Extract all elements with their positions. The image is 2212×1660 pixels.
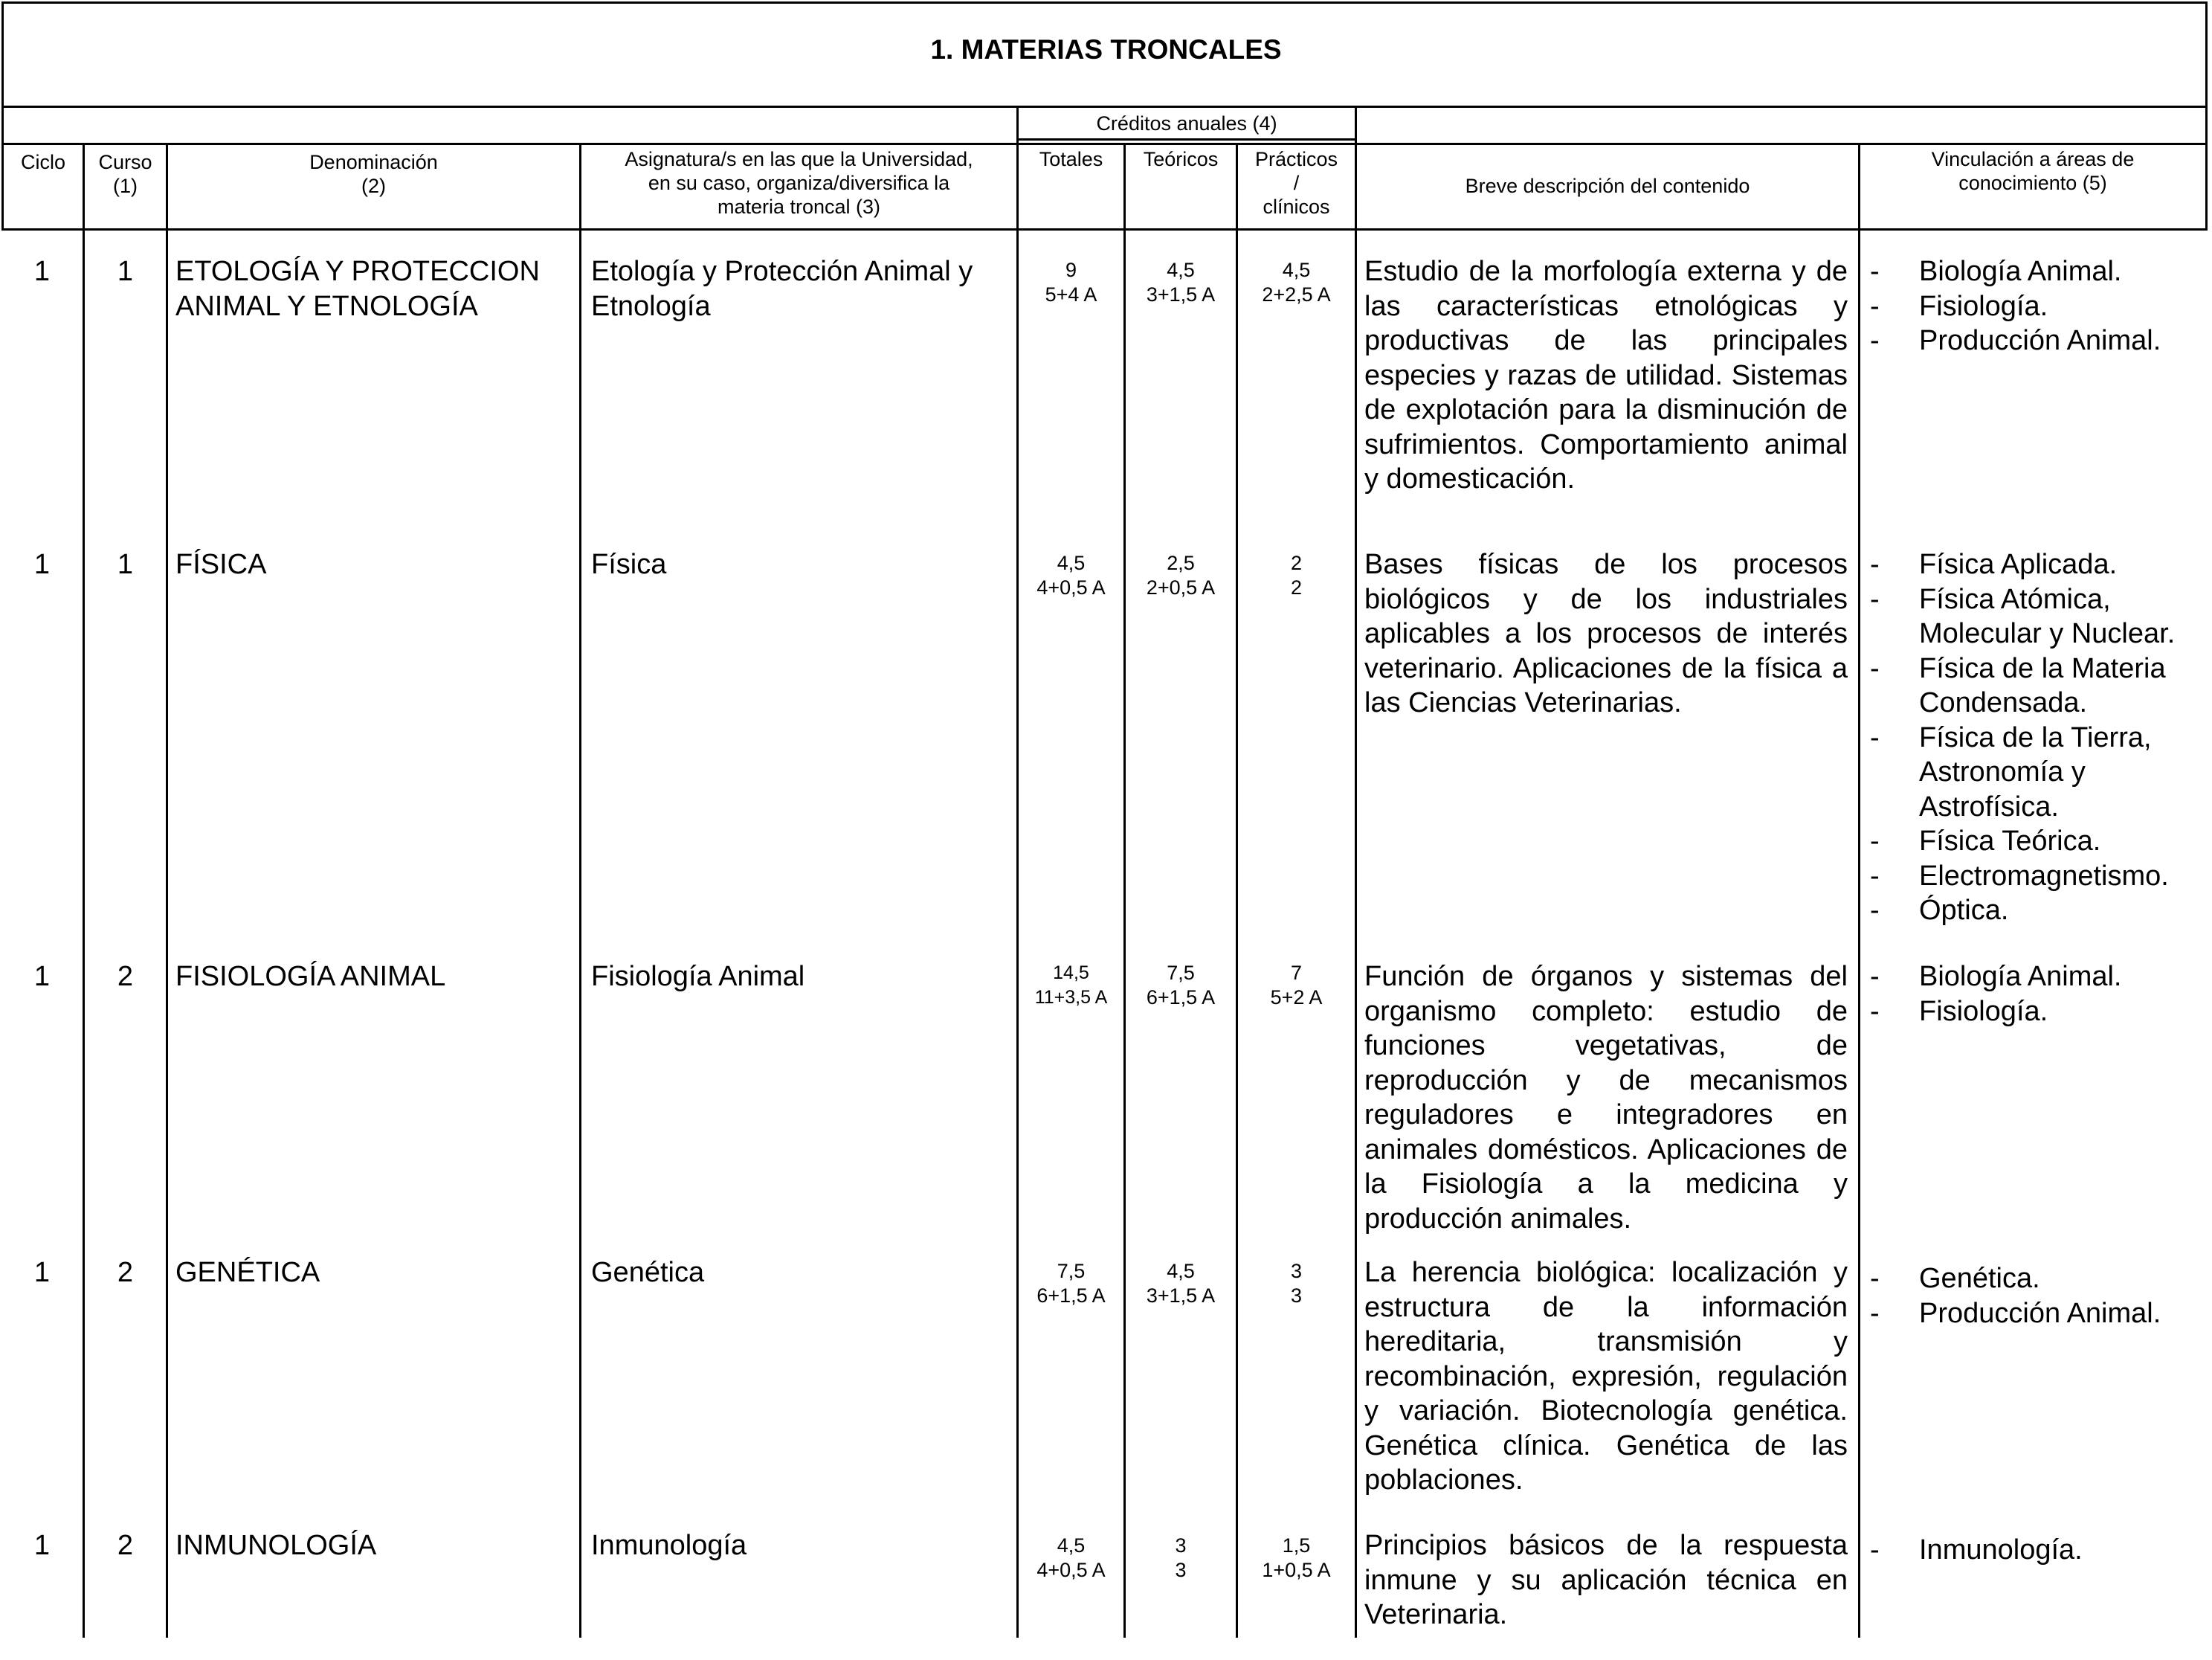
area-item: - Producción Animal. <box>1870 1297 2161 1329</box>
cell-descripcion: Bases físicas de los procesos biológicos y de los industriales aplicables a los procesos de interés veterinario. Aplicaciones de la física a las Ciencias Veterinarias. <box>1364 549 1848 718</box>
area-item: - Física Aplicada. <box>1870 549 2118 580</box>
col-rule-totales-teoricos <box>1123 143 1126 1638</box>
col-rule-desc-vinc <box>1858 143 1860 1638</box>
area-item: - Física de la Materia Condensada. <box>1870 652 2166 718</box>
header-asignatura: Asignatura/s en las que la Universidad, en su caso, organiza/diversifica la materia troncal (3) <box>625 148 973 218</box>
cell-ciclo: 1 <box>33 1530 51 1561</box>
area-item: - Física de la Tierra, Astronomía y Astrofísica. <box>1870 721 2152 823</box>
cell-descripcion: La herencia biológica: localización y estructura de la información hereditaria, transmisión y recombinación, expresión, regulación y variación. Biotecnología genética. Genética clínica. Genética de las poblaciones. <box>1364 1257 1848 1496</box>
area-label: Genética. <box>1919 1263 2040 1294</box>
area-item: - Física Teórica. <box>1870 826 2101 857</box>
header-right-rule <box>2205 106 2208 231</box>
area-label: Física de la Materia Condensada. <box>1919 652 2166 718</box>
cell-curso: 2 <box>117 1257 134 1288</box>
cell-teoricos: 7,5 6+1,5 A <box>1146 962 1216 1008</box>
cell-practicos: 4,5 2+2,5 A <box>1262 259 1331 306</box>
area-label: Producción Animal. <box>1919 325 2161 356</box>
area-label: Física de la Tierra, Astronomía y Astrofísica. <box>1919 721 2152 823</box>
header-teoricos: Teóricos <box>1143 148 1219 170</box>
header-bottom-rule <box>1 228 2207 231</box>
area-item: - Fisiología. <box>1870 290 2048 322</box>
header-curso: Curso (1) <box>98 151 152 197</box>
cell-areas <box>1870 254 2205 358</box>
col-rule-teoricos-practicos <box>1236 143 1238 1638</box>
area-item: - Biología Animal. <box>1870 256 2122 287</box>
cell-totales: 4,5 4+0,5 A <box>1036 552 1106 599</box>
creditos-group-header: Créditos anuales (4) <box>1096 112 1277 135</box>
area-label: Fisiología. <box>1919 995 2048 1027</box>
area-label: Física Atómica, Molecular y Nuclear. <box>1919 583 2176 649</box>
area-item: - Física Atómica, Molecular y Nuclear. <box>1870 583 2176 649</box>
area-label: Biología Animal. <box>1919 256 2122 287</box>
area-item: - Fisiología. <box>1870 995 2048 1027</box>
area-label: Inmunología. <box>1919 1534 2083 1566</box>
cell-totales: 9 5+4 A <box>1045 259 1097 306</box>
cell-totales: 7,5 6+1,5 A <box>1036 1260 1106 1307</box>
cell-ciclo: 1 <box>33 549 51 580</box>
col-rule-denom-asign <box>579 143 581 1638</box>
header-denominacion: Denominación (2) <box>309 151 438 197</box>
area-label: Producción Animal. <box>1919 1297 2161 1329</box>
cell-asignatura: Etología y Protección Animal y Etnología <box>591 256 973 322</box>
header-ciclo: Ciclo <box>20 151 65 173</box>
area-label: Óptica. <box>1919 895 2009 926</box>
cell-totales: 4,5 4+0,5 A <box>1036 1534 1106 1581</box>
header-totales: Totales <box>1039 148 1103 170</box>
area-item: - Producción Animal. <box>1870 325 2161 356</box>
cell-curso: 1 <box>117 549 134 580</box>
title-bottom-rule <box>1 106 2207 108</box>
area-label: Fisiología. <box>1919 290 2048 322</box>
area-item: - Electromagnetismo. <box>1870 860 2169 892</box>
cell-denominacion: FÍSICA <box>175 549 267 580</box>
area-label: Electromagnetismo. <box>1919 860 2169 892</box>
header-practicos: Prácticos / clínicos <box>1254 148 1338 218</box>
cell-practicos: 2 2 <box>1290 552 1303 599</box>
cell-denominacion: GENÉTICA <box>175 1257 320 1288</box>
cell-denominacion: FISIOLOGÍA ANIMAL <box>175 961 446 992</box>
cell-descripcion: Función de órganos y sistemas del organismo completo: estudio de funciones vegetativas, de reproducción y de mecanismos reguladores e integradores en animales domésticos. Aplicaciones de la Fisiología a la medicina y producción animales. <box>1364 961 1848 1235</box>
creditos-subheader-rule <box>1016 138 1357 141</box>
area-label: Física Teórica. <box>1919 826 2101 857</box>
title-top-rule <box>1 1 2207 4</box>
cell-asignatura: Fisiología Animal <box>591 961 805 992</box>
area-label: Física Aplicada. <box>1919 549 2118 580</box>
cell-teoricos: 2,5 2+0,5 A <box>1146 552 1216 599</box>
header-descripcion: Breve descripción del contenido <box>1465 175 1750 197</box>
col-rule-curso-denom <box>166 143 168 1638</box>
cell-asignatura: Física <box>591 549 667 580</box>
cell-teoricos: 4,5 3+1,5 A <box>1146 259 1216 306</box>
col-rule-totales-left <box>1016 143 1019 1638</box>
cell-areas <box>1870 1533 2205 1568</box>
area-item: - Biología Animal. <box>1870 961 2122 992</box>
cell-asignatura: Inmunología <box>591 1530 747 1561</box>
header-vinculacion: Vinculación a áreas de conocimiento (5) <box>1931 148 2135 194</box>
cell-teoricos: 4,5 3+1,5 A <box>1146 1260 1216 1307</box>
area-label: Biología Animal. <box>1919 961 2122 992</box>
area-item: - Inmunología. <box>1870 1534 2083 1566</box>
cell-ciclo: 1 <box>33 1257 51 1288</box>
page-title: 1. MATERIAS TRONCALES <box>930 34 1282 65</box>
cell-areas <box>1870 959 2205 1029</box>
area-item: - Genética. <box>1870 1263 2040 1294</box>
area-item: - Óptica. <box>1870 895 2009 926</box>
cell-teoricos: 3 3 <box>1175 1534 1187 1581</box>
cell-curso: 1 <box>117 256 134 287</box>
col-rule-practicos-desc <box>1355 143 1357 1638</box>
cell-curso: 2 <box>117 1530 134 1561</box>
cell-practicos: 3 3 <box>1290 1260 1303 1307</box>
cell-denominacion: ETOLOGÍA Y PROTECCION ANIMAL Y ETNOLOGÍA <box>175 256 540 322</box>
cell-areas <box>1870 1261 2205 1331</box>
cell-practicos: 1,5 1+0,5 A <box>1262 1534 1331 1581</box>
cell-denominacion: INMUNOLOGÍA <box>175 1530 377 1561</box>
col-rule-ciclo-curso <box>83 143 85 1638</box>
cell-curso: 2 <box>117 961 134 992</box>
cell-totales: 14,5 11+3,5 A <box>1034 962 1108 1008</box>
header-band-rule <box>1 143 2207 145</box>
cell-ciclo: 1 <box>33 961 51 992</box>
cell-descripcion: Estudio de la morfología externa y de las características etnológicas y productivas de las principales especies y razas de utilidad. Sistemas de explotación para la disminución de sufrimientos. Comportamiento animal y domesticación. <box>1364 256 1848 495</box>
cell-descripcion: Principios básicos de la respuesta inmune y su aplicación técnica en Veterinaria. <box>1364 1530 1848 1630</box>
cell-asignatura: Genética <box>591 1257 705 1288</box>
cell-areas <box>1870 547 2205 928</box>
cell-practicos: 7 5+2 A <box>1270 962 1323 1008</box>
cell-ciclo: 1 <box>33 256 51 287</box>
